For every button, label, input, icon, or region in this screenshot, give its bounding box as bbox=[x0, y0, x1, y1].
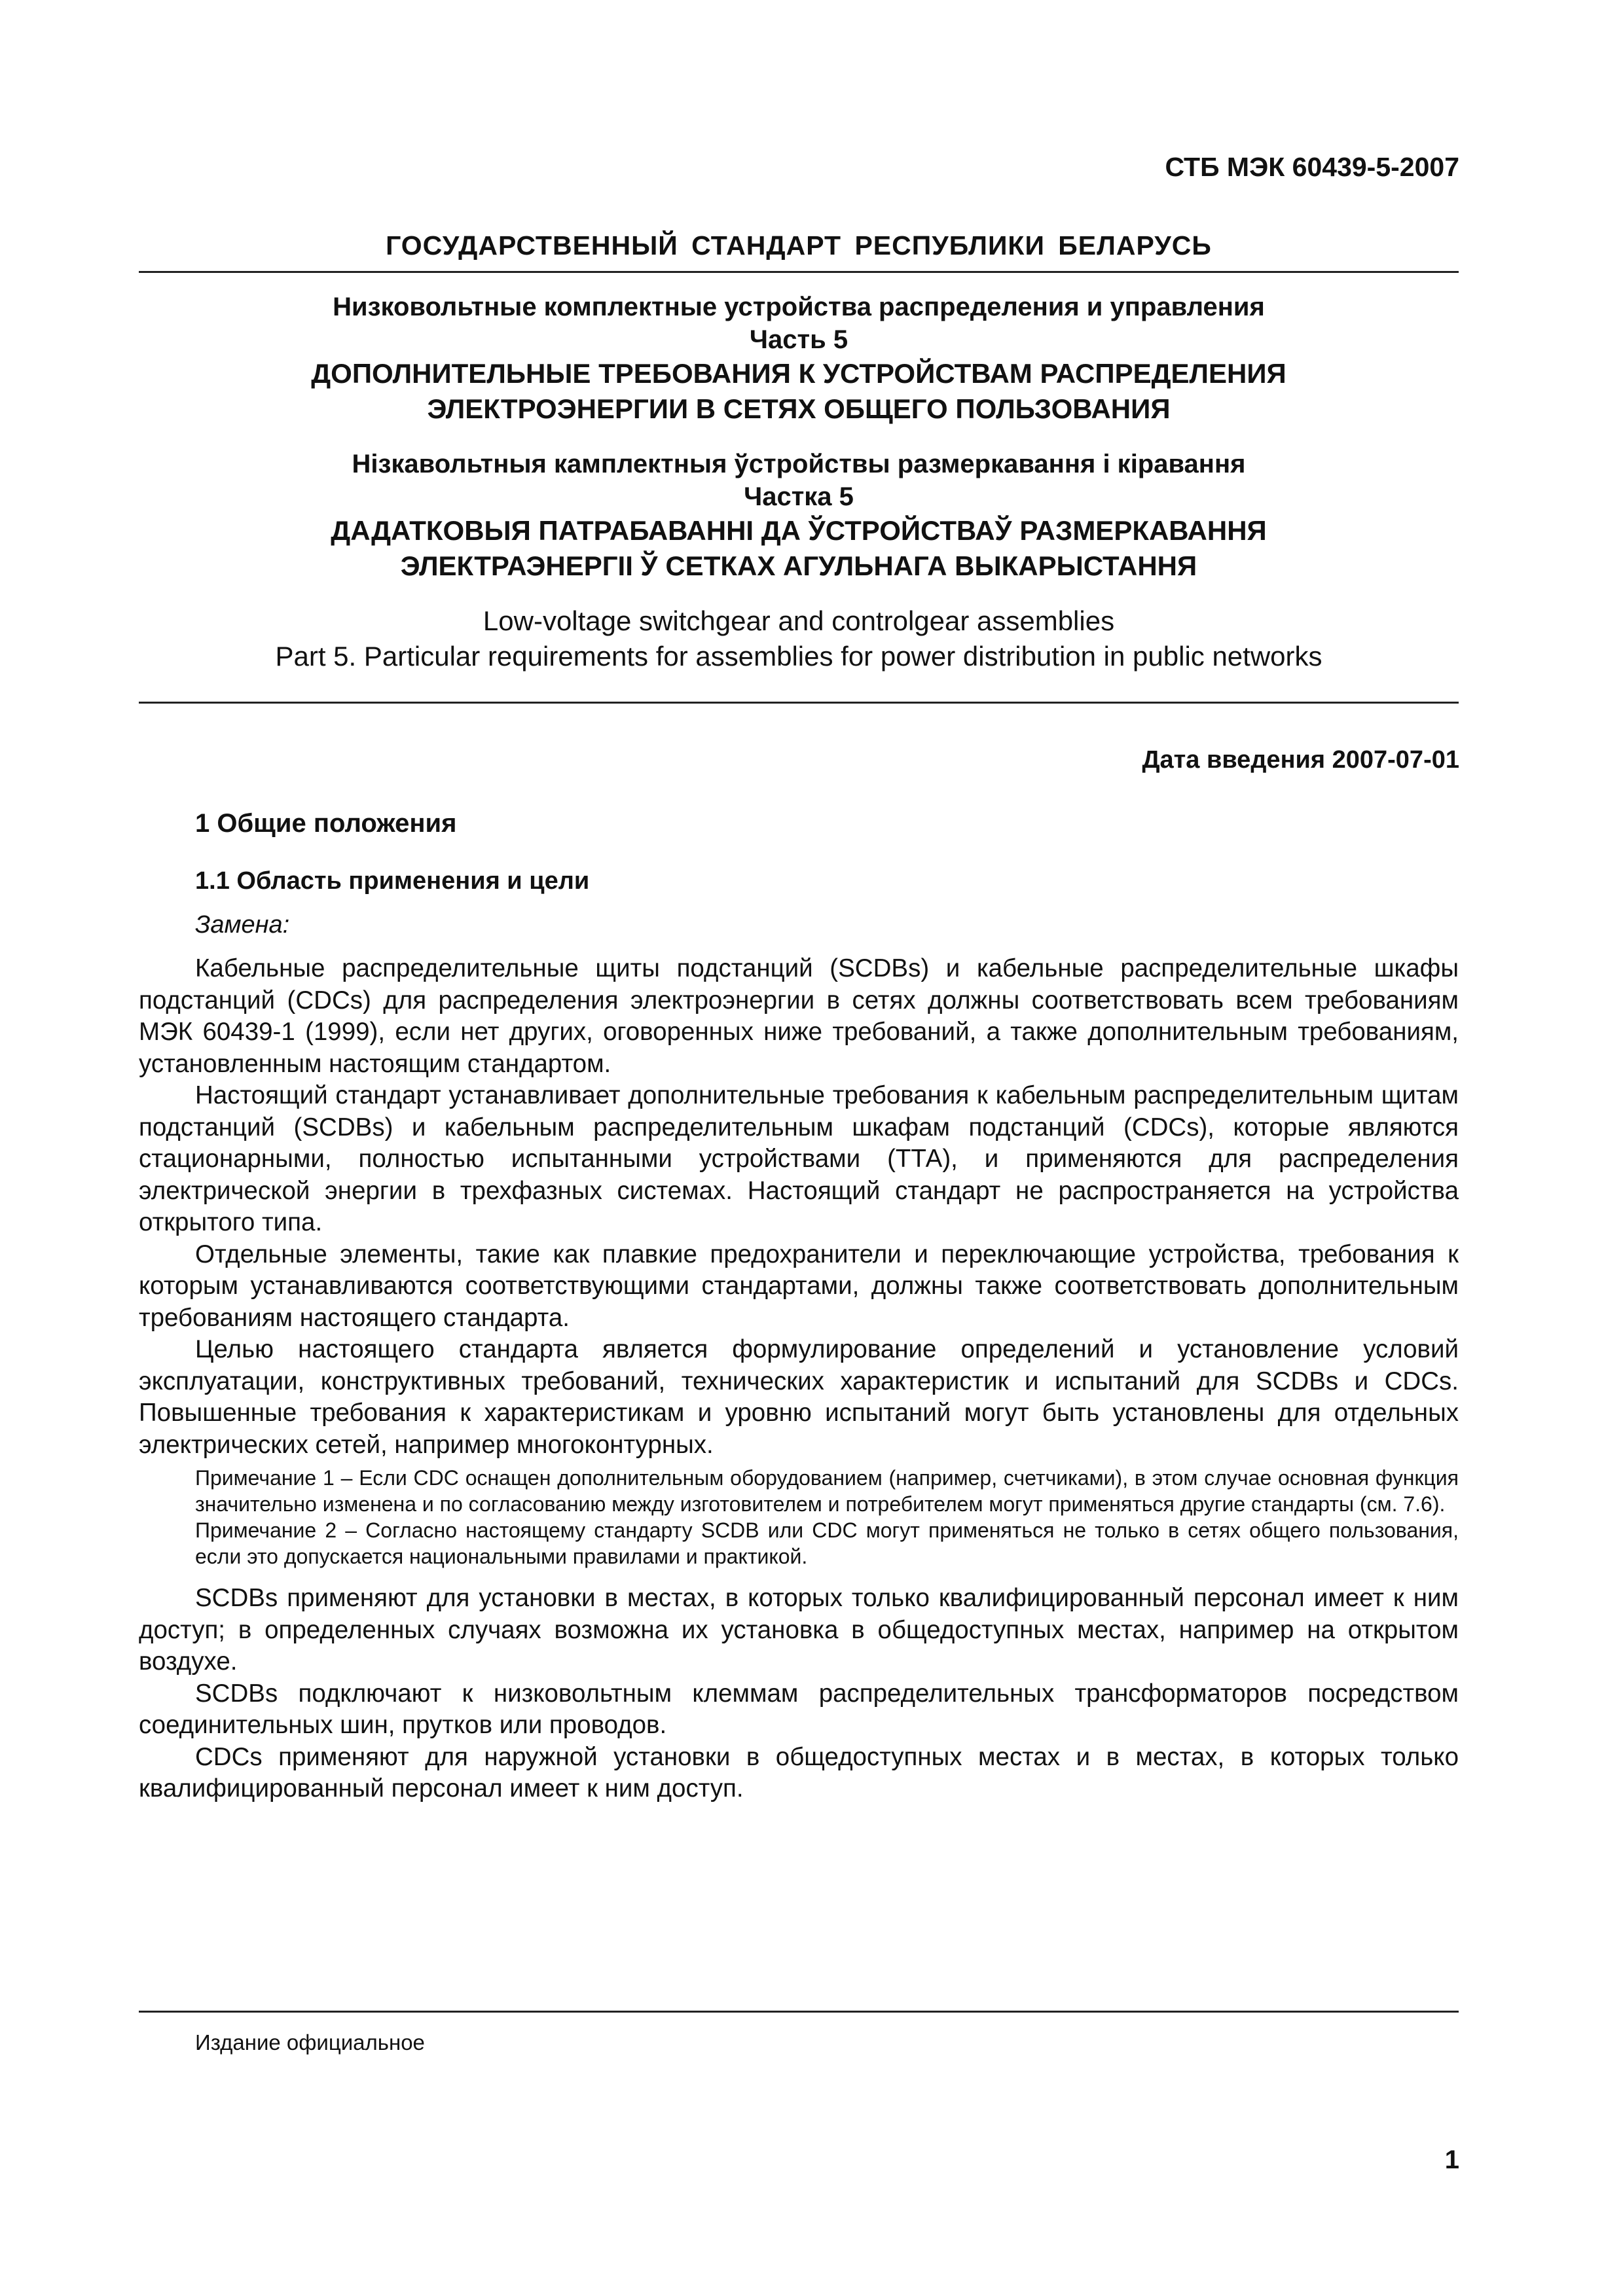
title-russian bbox=[139, 291, 1459, 427]
paragraph: CDCs применяют для наружной установки в общедоступных местах и в местах, в которых только квалифицированный персонал имеет к ним доступ. bbox=[139, 1742, 1459, 1803]
section-body bbox=[139, 953, 1459, 1805]
title-en-line-2: Part 5. Particular requirements for assemblies for power distribution in public networks bbox=[275, 641, 1322, 672]
divider-top bbox=[139, 271, 1459, 273]
state-standard-title: ГОСУДАРСТВЕННЫЙ СТАНДАРТ РЕСПУБЛИКИ БЕЛАРУСЬ bbox=[386, 230, 1212, 260]
page-number: 1 bbox=[1444, 2145, 1459, 2174]
section-heading: 1 Общие положения bbox=[195, 809, 457, 838]
paragraph: Отдельные элементы, такие как плавкие предохранители и переключающие устройства, требования к которым устанавливаются соответствующими стандартами, должны также соответствовать дополнительным требованиям настоящего стандарта. bbox=[139, 1240, 1459, 1332]
title-ru-part: Часть 5 bbox=[749, 325, 848, 354]
replace-label: Замена: bbox=[195, 911, 290, 939]
title-by-line-4: ЭЛЕКТРАЭНЕРГІІ Ў СЕТКАХ АГУЛЬНАГА ВЫКАРЫСТАННЯ bbox=[400, 550, 1197, 581]
paragraph: Настоящий стандарт устанавливает дополнительные требования к кабельным распределительным щитам подстанций (SCDBs) и кабельным распределительным шкафам подстанций (CDCs), которые являются стационарными, полностью испытанными устройствами (ТТА), и применяются для распределения электрической энергии в трехфазных системах. Настоящий стандарт не распространяется на устройства открытого типа. bbox=[139, 1081, 1459, 1236]
title-ru-line-3: ДОПОЛНИТЕЛЬНЫЕ ТРЕБОВАНИЯ К УСТРОЙСТВАМ РАСПРЕДЕЛЕНИЯ bbox=[311, 358, 1286, 389]
title-belarusian bbox=[139, 448, 1459, 584]
paragraph: SCDBs подключают к низковольтным клеммам распределительных трансформаторов посредством соединительных шин, прутков или проводов. bbox=[139, 1679, 1459, 1739]
title-english bbox=[139, 603, 1459, 674]
note-1: Примечание 1 – Если CDC оснащен дополнительным оборудованием (например, счетчиками), в этом случае основная функция значительно изменена и по согласованию между изготовителем и потребителем могут применяться другие стандарты (см. 7.6). bbox=[195, 1466, 1459, 1516]
divider-middle bbox=[139, 702, 1459, 704]
paragraph: SCDBs применяют для установки в местах, в которых только квалифицированный персонал имеет к ним доступ; в определенных случаях возможна их установка в общедоступных местах, например на открытом воздухе. bbox=[139, 1584, 1459, 1676]
title-ru-line-4: ЭЛЕКТРОЭНЕРГИИ В СЕТЯХ ОБЩЕГО ПОЛЬЗОВАНИЯ bbox=[427, 393, 1171, 424]
note-2: Примечание 2 – Согласно настоящему стандарту SCDB или CDC могут применяться не только в сетях общего пользования, если это допускается национальными правилами и практикой. bbox=[195, 1518, 1459, 1568]
document-code: СТБ МЭК 60439-5-2007 bbox=[1165, 152, 1459, 182]
title-by-line-1: Нізкавольтныя камплектныя ўстройствы размеркавання і кіравання bbox=[352, 450, 1246, 478]
title-by-part: Частка 5 bbox=[744, 482, 854, 511]
paragraph: Кабельные распределительные щиты подстанций (SCDBs) и кабельные распределительные шкафы подстанций (CDCs) для распределения электроэнергии в сетях должны соответствовать всем требованиям МЭК 60439-1 (1999), если нет других, оговоренных ниже требований, а также дополнительным требованиям, установленным настоящим стандартом. bbox=[139, 954, 1459, 1078]
introduction-date: Дата введения 2007-07-01 bbox=[1142, 746, 1459, 774]
title-en-line-1: Low-voltage switchgear and controlgear assemblies bbox=[483, 605, 1115, 636]
title-ru-line-1: Низковольтные комплектные устройства распределения и управления bbox=[333, 293, 1265, 321]
paragraph: Целью настоящего стандарта является формулирование определений и установление условий эксплуатации, конструктивных требований, технических характеристик и испытаний для SCDBs и CDCs. Повышенные требования к характеристикам и уровню испытаний могут быть установлены для отдельных электрических сетей, например многоконтурных. bbox=[139, 1335, 1459, 1459]
divider-footer bbox=[139, 2011, 1459, 2013]
subsection-heading: 1.1 Область применения и цели bbox=[195, 867, 590, 895]
official-edition-label: Издание официальное bbox=[195, 2030, 425, 2054]
title-by-line-3: ДАДАТКОВЫЯ ПАТРАБАВАННІ ДА ЎСТРОЙСТВАЎ РАЗМЕРКАВАННЯ bbox=[331, 515, 1267, 546]
